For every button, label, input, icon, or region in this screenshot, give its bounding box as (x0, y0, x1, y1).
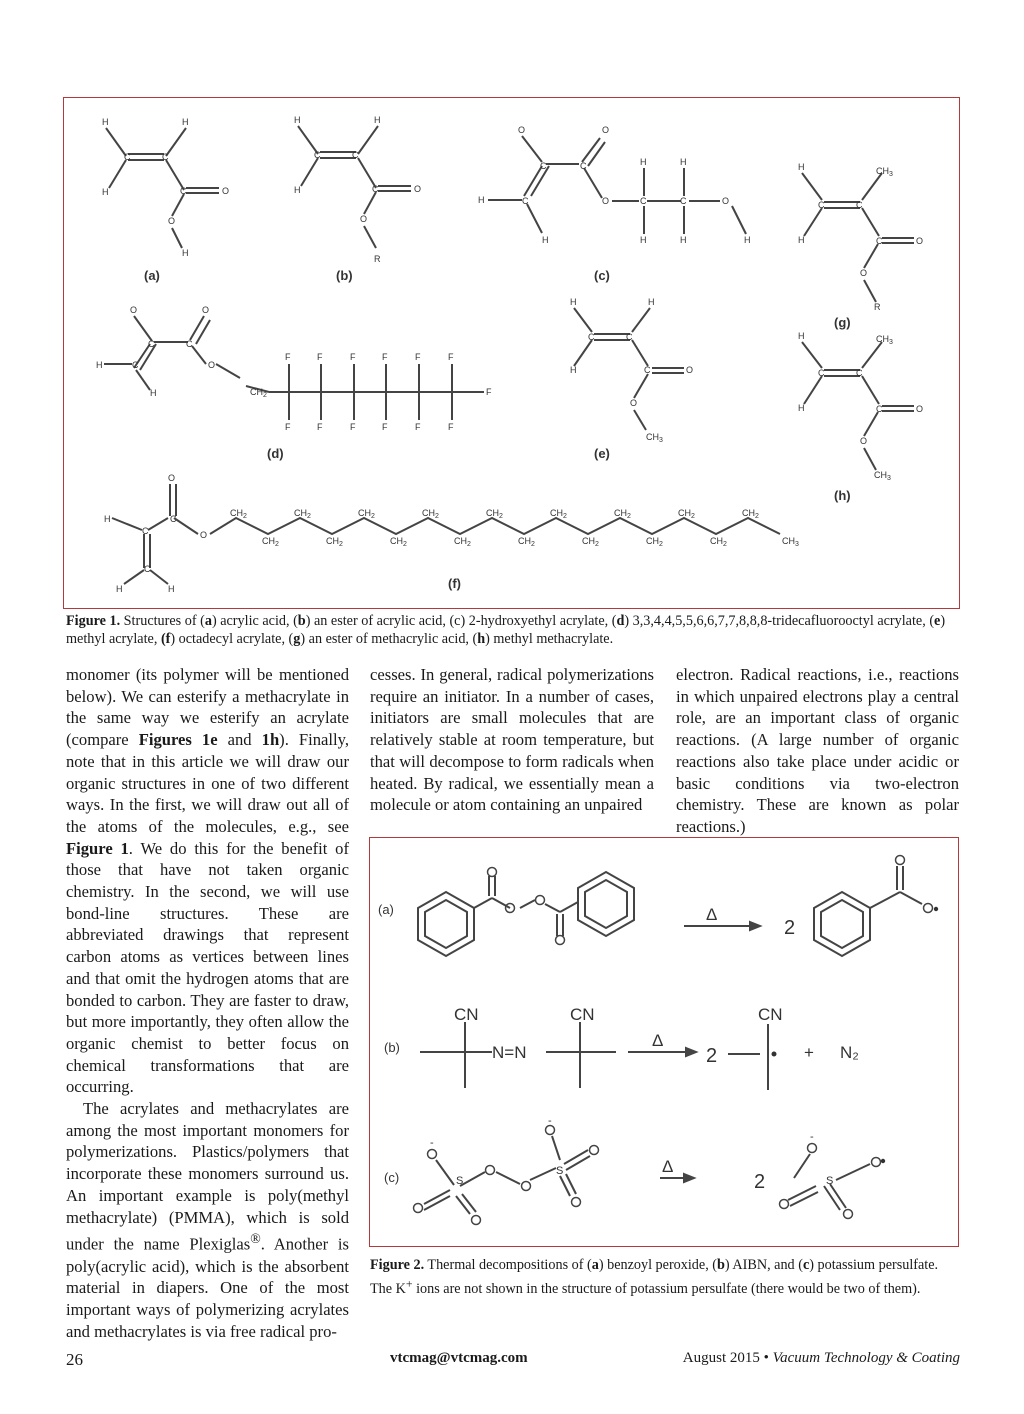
column-1-paragraph-2: The acrylates and methacrylates are among the most important monomers for polymerizations. Plastics/polymers that incorporate these monomers surround us. An important example is poly(methyl methacrylate) (PMMA), which is sold under the name Plexiglas®. Another is poly(acrylic acid), which is the absorbent material in diapers. One of the most important ways of polymerizing acrylates and methacrylates is via free radical pro- (66, 1099, 349, 1341)
footer-bullet: • (763, 1350, 769, 1366)
svg-text:CH2: $CH_2$ (422, 508, 439, 520)
svg-text:F: F (448, 422, 454, 432)
svg-text:H: H (798, 162, 805, 172)
svg-text:CH2: $CH_2$ (390, 536, 407, 548)
fig2-label-c: (c) (384, 1170, 400, 1185)
cn-label-2: CN (570, 1005, 595, 1024)
svg-text:C: C (132, 360, 139, 370)
svg-text:C: C (144, 564, 151, 574)
svg-text:C: C (876, 236, 883, 246)
svg-text:C: C (372, 184, 379, 194)
persulfate-dianion (424, 1136, 590, 1214)
svg-text:O: O (722, 196, 730, 206)
svg-text:O: O (602, 196, 610, 206)
svg-text:F: F (486, 387, 492, 397)
svg-text:H: H (116, 584, 123, 594)
svg-text:O: O (208, 360, 216, 370)
footer-email: vtcmag@vtcmag.com (390, 1350, 528, 1366)
structure-methacrylate-ester (802, 173, 914, 302)
svg-text:H: H (294, 115, 301, 125)
svg-text:C: C (142, 526, 149, 536)
svg-text:F: F (285, 352, 291, 362)
svg-text:H: H (478, 195, 485, 205)
cn-label-1: CN (454, 1005, 479, 1024)
svg-text:-: - (430, 1137, 434, 1149)
svg-text:C: C (522, 196, 529, 206)
svg-text:CH2: $CH_2$ (678, 508, 695, 520)
svg-text:H: H (640, 157, 647, 167)
svg-text:H: H (744, 235, 751, 245)
svg-text:C: C (680, 196, 687, 206)
svg-text:F: F (415, 352, 421, 362)
svg-text:CH2: $CH_2$ (250, 387, 267, 399)
fig1-label-h: (h) (834, 488, 851, 503)
figure-1-panel (63, 97, 960, 609)
svg-text:H: H (798, 331, 805, 341)
fig1-label-b: (b) (336, 268, 353, 283)
svg-text:H: H (182, 248, 189, 258)
svg-text:CH2: $CH_2$ (710, 536, 727, 548)
footer-issue-date: August 2015 (682, 1350, 760, 1366)
svg-text:H: H (640, 235, 647, 245)
svg-text:CH2: $CH_2$ (614, 508, 631, 520)
svg-text:CH2: $CH_2$ (582, 536, 599, 548)
svg-text:F: F (350, 352, 356, 362)
svg-text:H: H (294, 185, 301, 195)
svg-text:O: O (602, 125, 610, 135)
svg-text:CH3: $CH_3$ (876, 166, 893, 178)
svg-text:CH2: $CH_2$ (742, 508, 759, 520)
svg-text:S: S (826, 1175, 834, 1187)
benzoyloxy-radical (814, 866, 922, 956)
svg-text:S: S (556, 1165, 564, 1177)
svg-text:C: C (856, 368, 863, 378)
svg-text:F: F (350, 422, 356, 432)
svg-text:F: F (382, 422, 388, 432)
svg-text:CH2: $CH_2$ (486, 508, 503, 520)
footer-issue-info (683, 1350, 960, 1367)
fig2-label-b: (b) (384, 1040, 400, 1055)
svg-text:C: C (856, 200, 863, 210)
structure-hydroxyethyl-acrylate (488, 136, 746, 234)
fig2-label-a: (a) (378, 902, 394, 917)
figure-2-panel (369, 837, 959, 1247)
svg-text:F: F (448, 352, 454, 362)
svg-text:C: C (818, 368, 825, 378)
svg-text:H: H (102, 187, 109, 197)
svg-text:H: H (798, 403, 805, 413)
svg-text:CH2: $CH_2$ (294, 508, 311, 520)
structure-tridecafluorooctyl-acrylate (104, 316, 484, 420)
cyanoisopropyl-radical (728, 1024, 768, 1090)
svg-text:O: O (200, 530, 208, 540)
svg-text:H: H (102, 117, 109, 127)
svg-text:C: C (626, 332, 633, 342)
fig1-label-d: (d) (267, 446, 284, 461)
svg-text:H: H (374, 115, 381, 125)
svg-text:H: H (570, 365, 577, 375)
text-column-1 (66, 664, 349, 1342)
svg-text:C: C (180, 186, 187, 196)
svg-text:-: - (810, 1131, 814, 1143)
svg-text:-: - (548, 1115, 552, 1127)
svg-text:CH2: $CH_2$ (230, 508, 247, 520)
svg-text:C: C (644, 365, 651, 375)
svg-text:F: F (382, 352, 388, 362)
svg-text:O: O (630, 398, 638, 408)
svg-text:H: H (570, 297, 577, 307)
structure-octadecyl-acrylate (112, 484, 780, 584)
svg-text:CH2: $CH_2$ (326, 536, 343, 548)
coefficient-c: 2 (754, 1171, 766, 1193)
svg-text:C: C (588, 332, 595, 342)
svg-text:C: C (876, 404, 883, 414)
svg-text:CH2: $CH_2$ (518, 536, 535, 548)
figure-2-caption (370, 1256, 960, 1298)
svg-text:R: R (874, 302, 881, 312)
svg-text:CH2: $CH_2$ (358, 508, 375, 520)
svg-text:O: O (518, 125, 526, 135)
text-column-3 (676, 664, 959, 838)
svg-text:H: H (104, 514, 111, 524)
svg-text:H: H (168, 584, 175, 594)
svg-text:O: O (916, 236, 924, 246)
svg-text:F: F (317, 352, 323, 362)
svg-text:O: O (130, 305, 138, 315)
svg-text:S: S (456, 1175, 464, 1187)
coefficient-b: 2 (706, 1045, 718, 1067)
svg-text:CH3: $CH_3$ (646, 432, 663, 444)
svg-text:CH3: $CH_3$ (876, 334, 893, 346)
fig1-label-e: (e) (594, 446, 610, 461)
fig1-label-c: (c) (594, 268, 610, 283)
coefficient-a: 2 (784, 917, 796, 939)
svg-text:C: C (148, 339, 155, 349)
page-number: 26 (66, 1350, 83, 1369)
cn-label-3: CN (758, 1005, 783, 1024)
figure-1-caption (66, 612, 960, 648)
figure-2-caption-text: Thermal decompositions of (a) benzoyl peroxide, (b) AIBN, and (c) potassium persulfate. The K+ ions are not shown in the structure of potassium persulfate (there would be two of them). (370, 1257, 939, 1297)
svg-text:O: O (202, 305, 210, 315)
svg-text:CH3: $CH_3$ (874, 470, 891, 482)
column-3-paragraph: electron. Radical reactions, i.e., reactions in which unpaired electrons play a central role, are an important class of organic reactions. (A large number of organic reactions also take place under acidic or basic conditions via two-electron chemistry. These are known as polar reactions.) (676, 665, 959, 836)
figure-1-caption-text: Structures of (a) acrylic acid, (b) an ester of acrylic acid, (c) 2-hydroxyethyl acrylate, (d) 3,3,4,4,5,5,6,6,7,7,8,8,8-tridecafluorooctyl acrylate, (e) methyl acrylate, (f) octadecyl acrylate, (g) an ester of methacrylic acid, (h) methyl methacrylate. (66, 613, 946, 647)
svg-text:O: O (860, 268, 868, 278)
svg-text:C: C (314, 150, 321, 160)
svg-text:O: O (222, 186, 230, 196)
svg-text:CH2: $CH_2$ (550, 508, 567, 520)
svg-text:H: H (680, 157, 687, 167)
delta-b: Δ (652, 1031, 664, 1050)
text-column-2 (370, 664, 654, 816)
svg-text:CH2: $CH_2$ (646, 536, 663, 548)
svg-text:R: R (374, 254, 381, 264)
figure-2-reactions (370, 838, 957, 1245)
structure-methyl-methacrylate (802, 342, 914, 470)
footer-magazine-title: Vacuum Technology & Coating (772, 1350, 960, 1366)
svg-text:H: H (150, 388, 157, 398)
delta-c: Δ (662, 1157, 674, 1176)
svg-text:C: C (540, 161, 547, 171)
svg-text:H: H (542, 235, 549, 245)
n2-label: N₂ (840, 1043, 859, 1062)
delta-a: Δ (706, 905, 718, 924)
svg-text:O: O (916, 404, 924, 414)
svg-text:H: H (680, 235, 687, 245)
svg-text:C: C (352, 150, 359, 160)
svg-text:C: C (162, 152, 169, 162)
structure-methyl-acrylate (574, 308, 684, 430)
plus-sign: + (804, 1043, 814, 1062)
svg-text:C: C (580, 161, 587, 171)
structure-acrylic-acid (106, 128, 219, 248)
structure-acrylate-ester (298, 126, 411, 248)
fig1-label-a: (a) (144, 268, 160, 283)
svg-text:C: C (186, 339, 193, 349)
figure-1-caption-lead: Figure 1. (66, 613, 121, 629)
svg-text:H: H (798, 235, 805, 245)
svg-text:CH2: $CH_2$ (454, 536, 471, 548)
fig1-label-f: (f) (448, 576, 461, 591)
svg-text:O: O (360, 214, 368, 224)
svg-text:O: O (860, 436, 868, 446)
column-2-paragraph: cesses. In general, radical polymerizations require an initiator. In a number of cases, initiators are small molecules that are relatively stable at room temperature, but that will decompose to form radicals when heated. By radical, we essentially mean a molecule or atom containing an unpaired (370, 665, 654, 815)
svg-text:F: F (317, 422, 323, 432)
column-1-paragraph-1: monomer (its polymer will be mentioned below). We can esterify a methacrylate in the same way we esterify an acrylate (compare Figures 1e and 1h). Finally, note that in this article we will draw our organic structures in one of two different ways. In the first, we will draw out all of the atoms of the molecules, e.g., see Figure 1. We do this for the benefit of those that have not taken organic chemistry. In the second, we will use bond-line structures. These are abbreviated drawings that represent carbon atoms as vertices between lines and that omit the hydrogen atoms that are bonded to carbon. They are faster to draw, but more importantly, they often allow the organic chemist to better focus on chemical transformations that are occurring. (66, 665, 349, 1097)
svg-text:O: O (168, 473, 176, 483)
svg-text:H: H (96, 360, 103, 370)
svg-text:CH3: $CH_3$ (782, 536, 799, 548)
azo-label: N=N (492, 1043, 527, 1062)
svg-text:C: C (640, 196, 647, 206)
svg-text:O: O (686, 365, 694, 375)
svg-text:C: C (818, 200, 825, 210)
figure-2-caption-lead: Figure 2. (370, 1257, 425, 1273)
fig1-label-g: (g) (834, 315, 851, 330)
benzoyl-peroxide (418, 872, 634, 956)
svg-text:F: F (415, 422, 421, 432)
svg-text:C: C (124, 152, 131, 162)
svg-text:O: O (168, 216, 176, 226)
svg-text:F: F (285, 422, 291, 432)
svg-text:O: O (414, 184, 422, 194)
svg-text:H: H (182, 117, 189, 127)
svg-text:C: C (170, 514, 177, 524)
svg-text:H: H (648, 297, 655, 307)
svg-text:CH2: $CH_2$ (262, 536, 279, 548)
figure-1-structures (64, 98, 958, 607)
